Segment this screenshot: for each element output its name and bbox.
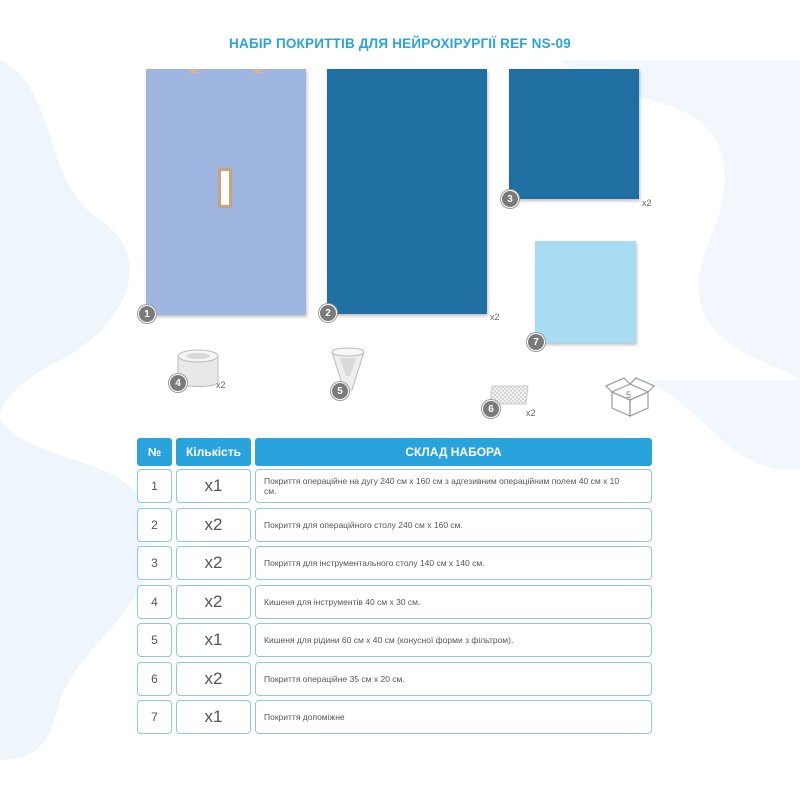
item-2-drape (325, 69, 500, 322)
item-7-drape (533, 241, 636, 348)
cell-number: 7 (137, 700, 172, 734)
item-badge: 7 (527, 333, 545, 351)
item-4-pocket (172, 348, 242, 393)
cell-number: 1 (137, 469, 172, 503)
header-quantity: Кількість (176, 438, 251, 466)
drape-sheet (535, 241, 636, 343)
cell-quantity: x1 (176, 623, 251, 657)
cell-description: Покриття для інструментального столу 140 см х 140 см. (255, 546, 652, 580)
item-badge: 6 (482, 400, 500, 418)
header-composition: СКЛАД НАБОРА (255, 438, 652, 466)
header-number: № (137, 438, 172, 466)
item-badge: 2 (319, 304, 337, 322)
item-badge: 3 (501, 190, 519, 208)
cell-quantity: x2 (176, 662, 251, 696)
cell-number: 6 (137, 662, 172, 696)
cell-description: Покриття допоміжне (255, 700, 652, 734)
cell-number: 4 (137, 585, 172, 619)
item-5-cone-pocket (328, 346, 368, 398)
adhesive-tab (254, 69, 262, 73)
box-icon (604, 376, 656, 418)
table-row (137, 623, 652, 657)
table-row (137, 585, 652, 619)
item-multiplier: x2 (490, 312, 500, 322)
cell-description: Покриття операційне на дугу 240 см х 160 см з адгезивним операційним полем 40 см х 10 см. (255, 469, 652, 503)
operative-window (218, 168, 232, 208)
item-multiplier: x2 (642, 198, 652, 208)
cell-number: 2 (137, 508, 172, 542)
item-6-drape (482, 384, 542, 416)
item-badge: 5 (331, 382, 349, 400)
cell-quantity: x2 (176, 546, 251, 580)
drape-sheet (327, 69, 487, 314)
cell-quantity: x2 (176, 508, 251, 542)
item-badge: 1 (138, 305, 156, 323)
drape-sheet (509, 69, 639, 199)
item-1-drape (144, 69, 306, 320)
table-row (137, 508, 652, 542)
item-multiplier: x2 (526, 408, 536, 418)
cell-description: Покриття операційне 35 см х 20 см. (255, 662, 652, 696)
table-row (137, 469, 652, 503)
cell-description: Кишеня для рідини 60 см х 40 см (конусної форми з фільтром). (255, 623, 652, 657)
box-count: 5 (626, 390, 632, 400)
page-title: НАБІР ПОКРИТТІВ ДЛЯ НЕЙРОХІРУРГІЇ REF NS-09 (229, 36, 571, 51)
table-row (137, 546, 652, 580)
cell-description: Покриття для операційного столу 240 см х 160 см. (255, 508, 652, 542)
cell-number: 5 (137, 623, 172, 657)
cell-quantity: x2 (176, 585, 251, 619)
item-multiplier: x2 (216, 380, 226, 390)
item-badge: 4 (169, 374, 187, 392)
cell-quantity: x1 (176, 469, 251, 503)
cell-quantity: x1 (176, 700, 251, 734)
cell-number: 3 (137, 546, 172, 580)
item-3-drape (507, 69, 652, 208)
adhesive-tab (190, 69, 198, 73)
cell-description: Кишеня для інструментів 40 см х 30 см. (255, 585, 652, 619)
table-row (137, 662, 652, 696)
table-row (137, 700, 652, 734)
